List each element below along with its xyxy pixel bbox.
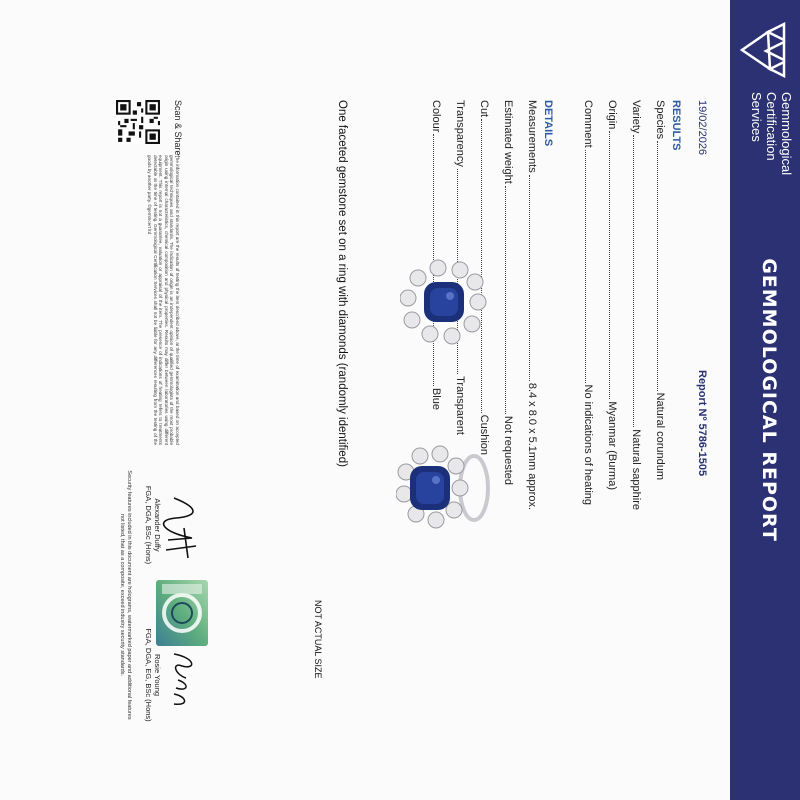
leader-dots	[657, 141, 666, 390]
report-title: GEMMOLOGICAL REPORT	[758, 258, 780, 542]
row-value: Natural corundum	[654, 392, 666, 480]
details-row-colour	[430, 100, 442, 410]
leader-dots	[609, 131, 618, 399]
disclaimer-text: The information contained in this report are the results of testing the item described above, at the time of examination and based on accepted gemmological techniques and standards. The indication of origin is an independent opinion of qualified gemmologists of the most probable origin using internal characteristics, chemical composition and physical properties. Results may differ between laboratories using different equipment. This report is not a guarantee, valuation or appraisal of the item. The presence of indications of heating refers to treatments detectable at the time of testing. Gemmological Certification Services shall not be liable for any differences resulting from the testing of the goods by another party. ©gemmcert ltd	[147, 155, 180, 445]
row-label: Origin	[606, 100, 618, 130]
ring-photo-angled-view	[396, 438, 496, 538]
row-label: Colour	[430, 100, 442, 133]
signature-rosie-young	[162, 648, 204, 712]
row-value: Transparent	[454, 376, 466, 435]
signatory-right-title: FGA, DGA, EG, BSc (Hons)	[144, 628, 153, 722]
item-description: One faceted gemstone set on a ring with diamonds (randomly identified)	[336, 100, 348, 467]
not-actual-size-note: NOT ACTUAL SIZE	[313, 600, 323, 679]
row-label: Cut	[478, 100, 490, 118]
row-value: No indications of heating	[582, 384, 594, 505]
gcs-logo-icon	[738, 20, 790, 80]
signatory-left-title: FGA, DGA, BSc (Hons)	[144, 485, 153, 565]
leader-dots	[505, 186, 514, 414]
details-row-measurements	[526, 100, 538, 510]
row-label: Species	[654, 100, 666, 140]
row-value: Cushion	[478, 414, 490, 455]
row-value: Not requested	[502, 415, 514, 485]
results-heading: RESULTS	[670, 100, 682, 151]
details-heading: DETAILS	[542, 100, 554, 147]
leader-dots	[529, 175, 538, 381]
results-row-variety	[630, 100, 642, 510]
scan-share-label: Scan & Share:	[173, 100, 183, 159]
leader-dots	[585, 150, 594, 383]
details-row-weight	[502, 100, 514, 485]
row-value: 8.4 x 8.0 x 5.1mm approx.	[526, 382, 538, 510]
row-label: Transparency	[454, 100, 466, 167]
results-row-comment	[582, 100, 594, 505]
ring-photo-top-view	[400, 258, 488, 346]
security-features-note: Security features included in this document are holograms, watermarked paper and additional features not listed, that as a composite, exceed industry security standards.	[119, 470, 132, 720]
leader-dots	[633, 135, 642, 427]
results-row-origin	[606, 100, 618, 490]
row-label: Estimated weight	[502, 100, 514, 184]
row-label: Comment	[582, 100, 594, 148]
results-row-species	[654, 100, 666, 480]
header-banner	[730, 0, 800, 800]
qr-code-icon[interactable]	[116, 100, 160, 144]
signature-alexander-duffy	[162, 488, 204, 568]
row-value: Natural sapphire	[630, 429, 642, 510]
row-label: Measurements	[526, 100, 538, 173]
row-label: Variety	[630, 100, 642, 134]
hologram-seal-icon	[156, 580, 208, 646]
brand-line-3: Services	[749, 92, 764, 142]
row-value: Blue	[430, 387, 442, 410]
report-number: Report Nº 5786-1505	[696, 370, 708, 477]
signatory-left	[144, 470, 162, 580]
report-date: 19/02/2026	[696, 100, 708, 156]
brand-line-2: Certification	[764, 92, 779, 161]
signatory-left-name: Alexander Duffy	[153, 498, 162, 552]
row-value: Myanmar (Burma)	[606, 401, 618, 490]
signatory-right-name: Rosie Young	[153, 653, 162, 697]
brand-line-1: Gemmological	[779, 92, 794, 176]
